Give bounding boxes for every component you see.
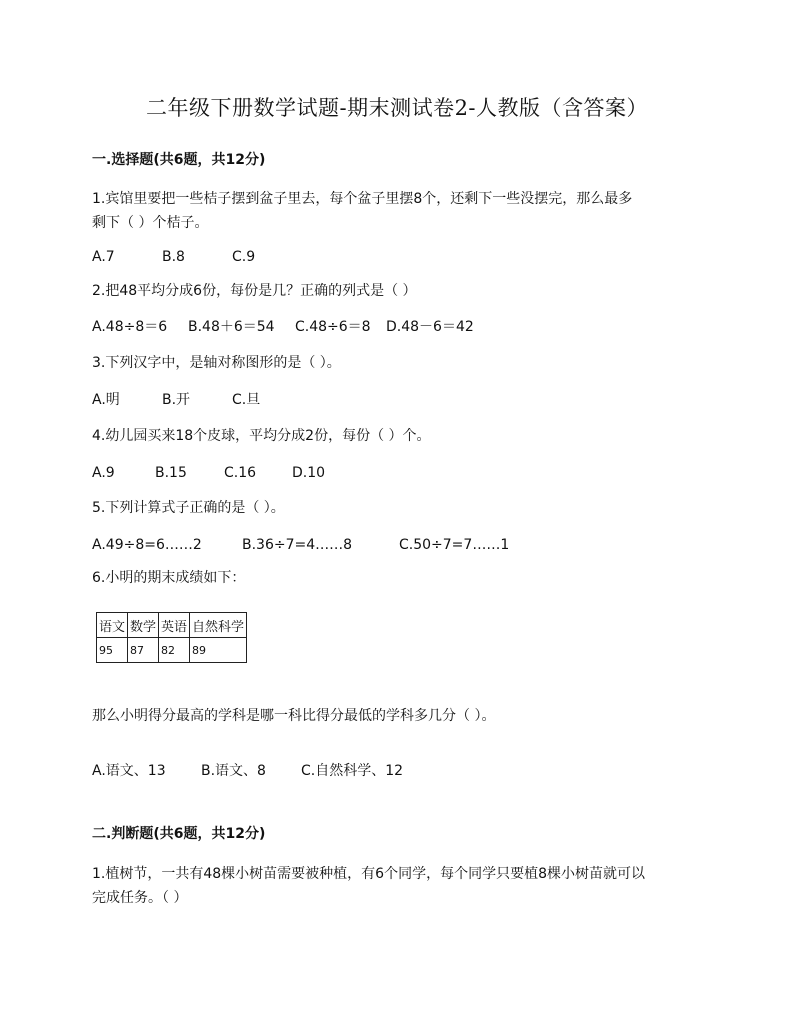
question-6-options: [92, 761, 403, 781]
option-b: B.15: [155, 465, 187, 481]
question-5-options: [92, 535, 509, 555]
question-3-options: [92, 390, 260, 410]
judgement-question-1-line-2: 完成任务。（ ）: [92, 890, 188, 906]
question-6-prompt: 那么小明得分最高的学科是哪一科比得分最低的学科多几分（ ）。: [92, 708, 496, 724]
option-b: B.语文、8: [201, 763, 266, 779]
option-b: B.8: [162, 249, 185, 265]
option-b: B.开: [162, 392, 191, 408]
table-header-cell: 数学: [128, 613, 159, 638]
table-header-cell: 语文: [97, 613, 128, 638]
option-c: C.自然科学、12: [301, 763, 404, 779]
option-c: C.9: [232, 249, 256, 265]
question-4: 4.幼儿园买来18个皮球，平均分成2份，每份（ ）个。: [92, 428, 431, 444]
judgement-question-1-line-1: 1.植树节，一共有48棵小树苗需要被种植，有6个同学，每个同学只要植8棵小树苗就可以: [92, 866, 645, 882]
question-1: [92, 187, 712, 235]
section-heading-choice: 一.选择题(共6题，共12分): [92, 152, 266, 168]
table-value-cell: 95: [97, 638, 128, 663]
option-a: A.语文、13: [92, 763, 166, 779]
question-1-line-2: 剩下（ ）个桔子。: [92, 215, 209, 231]
score-table-header-row: [97, 613, 247, 638]
question-4-options: [92, 463, 325, 483]
table-value-cell: 89: [190, 638, 247, 663]
table-header-cell: 自然科学: [190, 613, 247, 638]
option-b: B.48＋6＝54: [188, 319, 275, 335]
score-table: [96, 612, 247, 663]
question-2-options: [92, 317, 474, 337]
option-c: C.50÷7=7……1: [399, 537, 510, 553]
section-heading-judgement: 二.判断题(共6题，共12分): [92, 826, 266, 842]
question-6: 6.小明的期末成绩如下：: [92, 570, 246, 586]
page-title: 二年级下册数学试题-期末测试卷2-人教版（含答案）: [145, 96, 649, 120]
table-value-cell: 82: [159, 638, 190, 663]
option-a: A.7: [92, 249, 115, 265]
question-1-options: [92, 247, 255, 267]
option-c: C.48÷6＝8: [295, 319, 371, 335]
question-1-line-1: 1.宾馆里要把一些桔子摆到盆子里去，每个盆子里摆8个，还剩下一些没摆完，那么最多: [92, 191, 633, 207]
judgement-question-1: [92, 862, 712, 910]
option-a: A.49÷8=6……2: [92, 537, 202, 553]
option-d: D.10: [292, 465, 326, 481]
option-a: A.明: [92, 392, 120, 408]
option-c: C.旦: [232, 392, 261, 408]
option-d: D.48－6＝42: [386, 319, 474, 335]
option-a: A.48÷8＝6: [92, 319, 168, 335]
option-b: B.36÷7=4……8: [242, 537, 353, 553]
question-2: 2.把48平均分成6份，每份是几？正确的列式是（ ）: [92, 283, 417, 299]
option-c: C.16: [224, 465, 257, 481]
table-header-cell: 英语: [159, 613, 190, 638]
option-a: A.9: [92, 465, 115, 481]
question-3: 3.下列汉字中，是轴对称图形的是（ ）。: [92, 355, 341, 371]
question-5: 5.下列计算式子正确的是（ ）。: [92, 500, 285, 516]
score-table-value-row: [97, 638, 247, 663]
table-value-cell: 87: [128, 638, 159, 663]
